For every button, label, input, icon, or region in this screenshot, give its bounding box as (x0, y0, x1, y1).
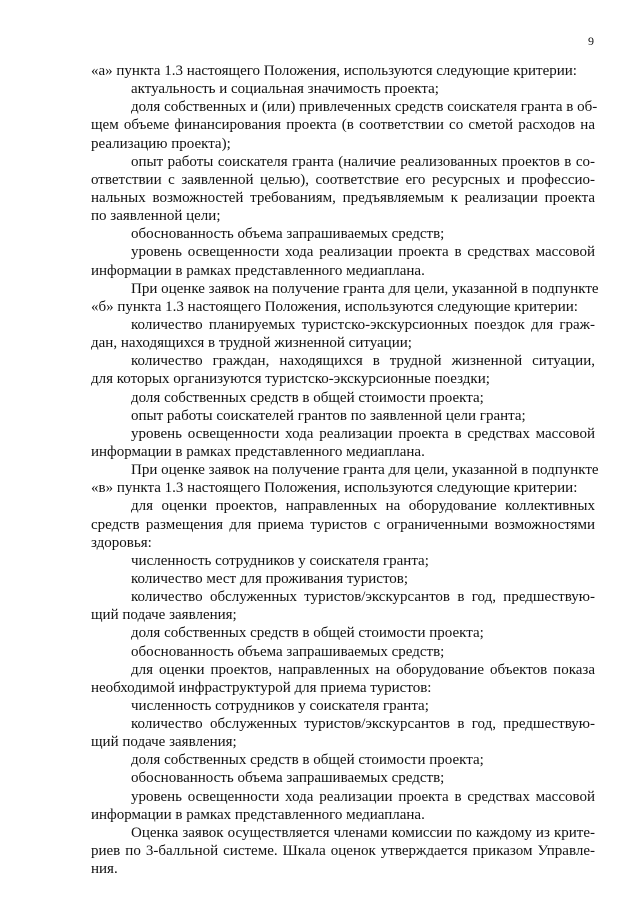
text-line: щий подаче заявления; (91, 607, 237, 624)
text-line: риев по 3-балльной системе. Шкала оценок утверждается приказом Управле- (91, 843, 595, 860)
text-line: количество обслуженных туристов/экскурсантов в год, предшествую- (131, 716, 595, 733)
text-line: При оценке заявок на получение гранта для цели, указанной в подпункте (131, 462, 599, 479)
text-line: щий подаче заявления; (91, 734, 237, 751)
text-line: актуальность и социальная значимость проекта; (131, 81, 439, 98)
text-line: информации в рамках представленного медиаплана. (91, 443, 425, 460)
text-line: доля собственных средств в общей стоимости проекта; (131, 389, 484, 406)
text-line: уровень освещенности хода реализации проекта в средствах массовой (131, 788, 595, 805)
text-line: доля собственных средств в общей стоимости проекта; (131, 625, 484, 642)
text-line: численность сотрудников у соискателя гранта; (131, 697, 429, 714)
text-line: информации в рамках представленного медиаплана. (91, 262, 425, 279)
text-line: численность сотрудников у соискателя гранта; (131, 552, 429, 569)
text-line: дан, находящихся в трудной жизненной ситуации; (91, 335, 412, 352)
document-body (91, 62, 599, 878)
text-line: опыт работы соискателей грантов по заявленной цели гранта; (131, 407, 526, 424)
text-line: «в» пункта 1.3 настоящего Положения, используются следующие критерии: (91, 480, 578, 497)
text-line: для оценки проектов, направленных на оборудование объектов показа (131, 661, 595, 678)
text-line: «а» пункта 1.3 настоящего Положения, используются следующие критерии: (91, 63, 577, 79)
text-line: количество планируемых туристско-экскурсионных поездок для граж- (131, 316, 595, 333)
text-line: доля собственных средств в общей стоимости проекта; (131, 752, 484, 769)
text-line: При оценке заявок на получение гранта для цели, указанной в подпункте (131, 280, 599, 297)
text-line: для оценки проектов, направленных на оборудование коллективных (131, 498, 595, 515)
text-line: для которых организуются туристско-экскурсионные поездки; (91, 371, 490, 388)
text-line: обоснованность объема запрашиваемых средств; (131, 226, 445, 243)
text-line: средств размещения для приема туристов с ограниченными возможностями (91, 516, 595, 533)
text-line: ответствии с заявленной целью), соответствие его ресурсных и профессио- (91, 171, 595, 188)
text-line: реализацию проекта); (91, 135, 231, 152)
text-line: опыт работы соискателя гранта (наличие реализованных проектов в со- (131, 153, 595, 170)
text-line: количество обслуженных туристов/экскурсантов в год, предшествую- (131, 589, 595, 606)
text-line: необходимой инфраструктурой для приема туристов: (91, 679, 432, 696)
text-line: здоровья: (91, 534, 152, 551)
text-line: обоснованность объема запрашиваемых средств; (131, 643, 445, 660)
text-line: обоснованность объема запрашиваемых средств; (131, 770, 445, 787)
text-line: количество граждан, находящихся в трудной жизненной ситуации, (131, 353, 595, 370)
text-line: информации в рамках представленного медиаплана. (91, 806, 425, 823)
page-number: 9 (588, 34, 594, 48)
text-line: нальных возможностей требованиям, предъявляемым к реализации проекта (91, 189, 595, 206)
text-line: щем объеме финансирования проекта (в соответствии со сметой расходов на (91, 117, 595, 134)
text-line: по заявленной цели; (91, 208, 221, 225)
text-line: уровень освещенности хода реализации проекта в средствах массовой (131, 425, 595, 442)
text-line: уровень освещенности хода реализации проекта в средствах массовой (131, 244, 595, 261)
text-line: количество мест для проживания туристов; (131, 570, 409, 587)
text-line: «б» пункта 1.3 настоящего Положения, используются следующие критерии: (91, 298, 578, 315)
text-line: Оценка заявок осуществляется членами комиссии по каждому из крите- (131, 824, 595, 841)
text-line: доля собственных и (или) привлеченных средств соискателя гранта в об- (131, 99, 598, 116)
text-line: ния. (91, 861, 118, 878)
